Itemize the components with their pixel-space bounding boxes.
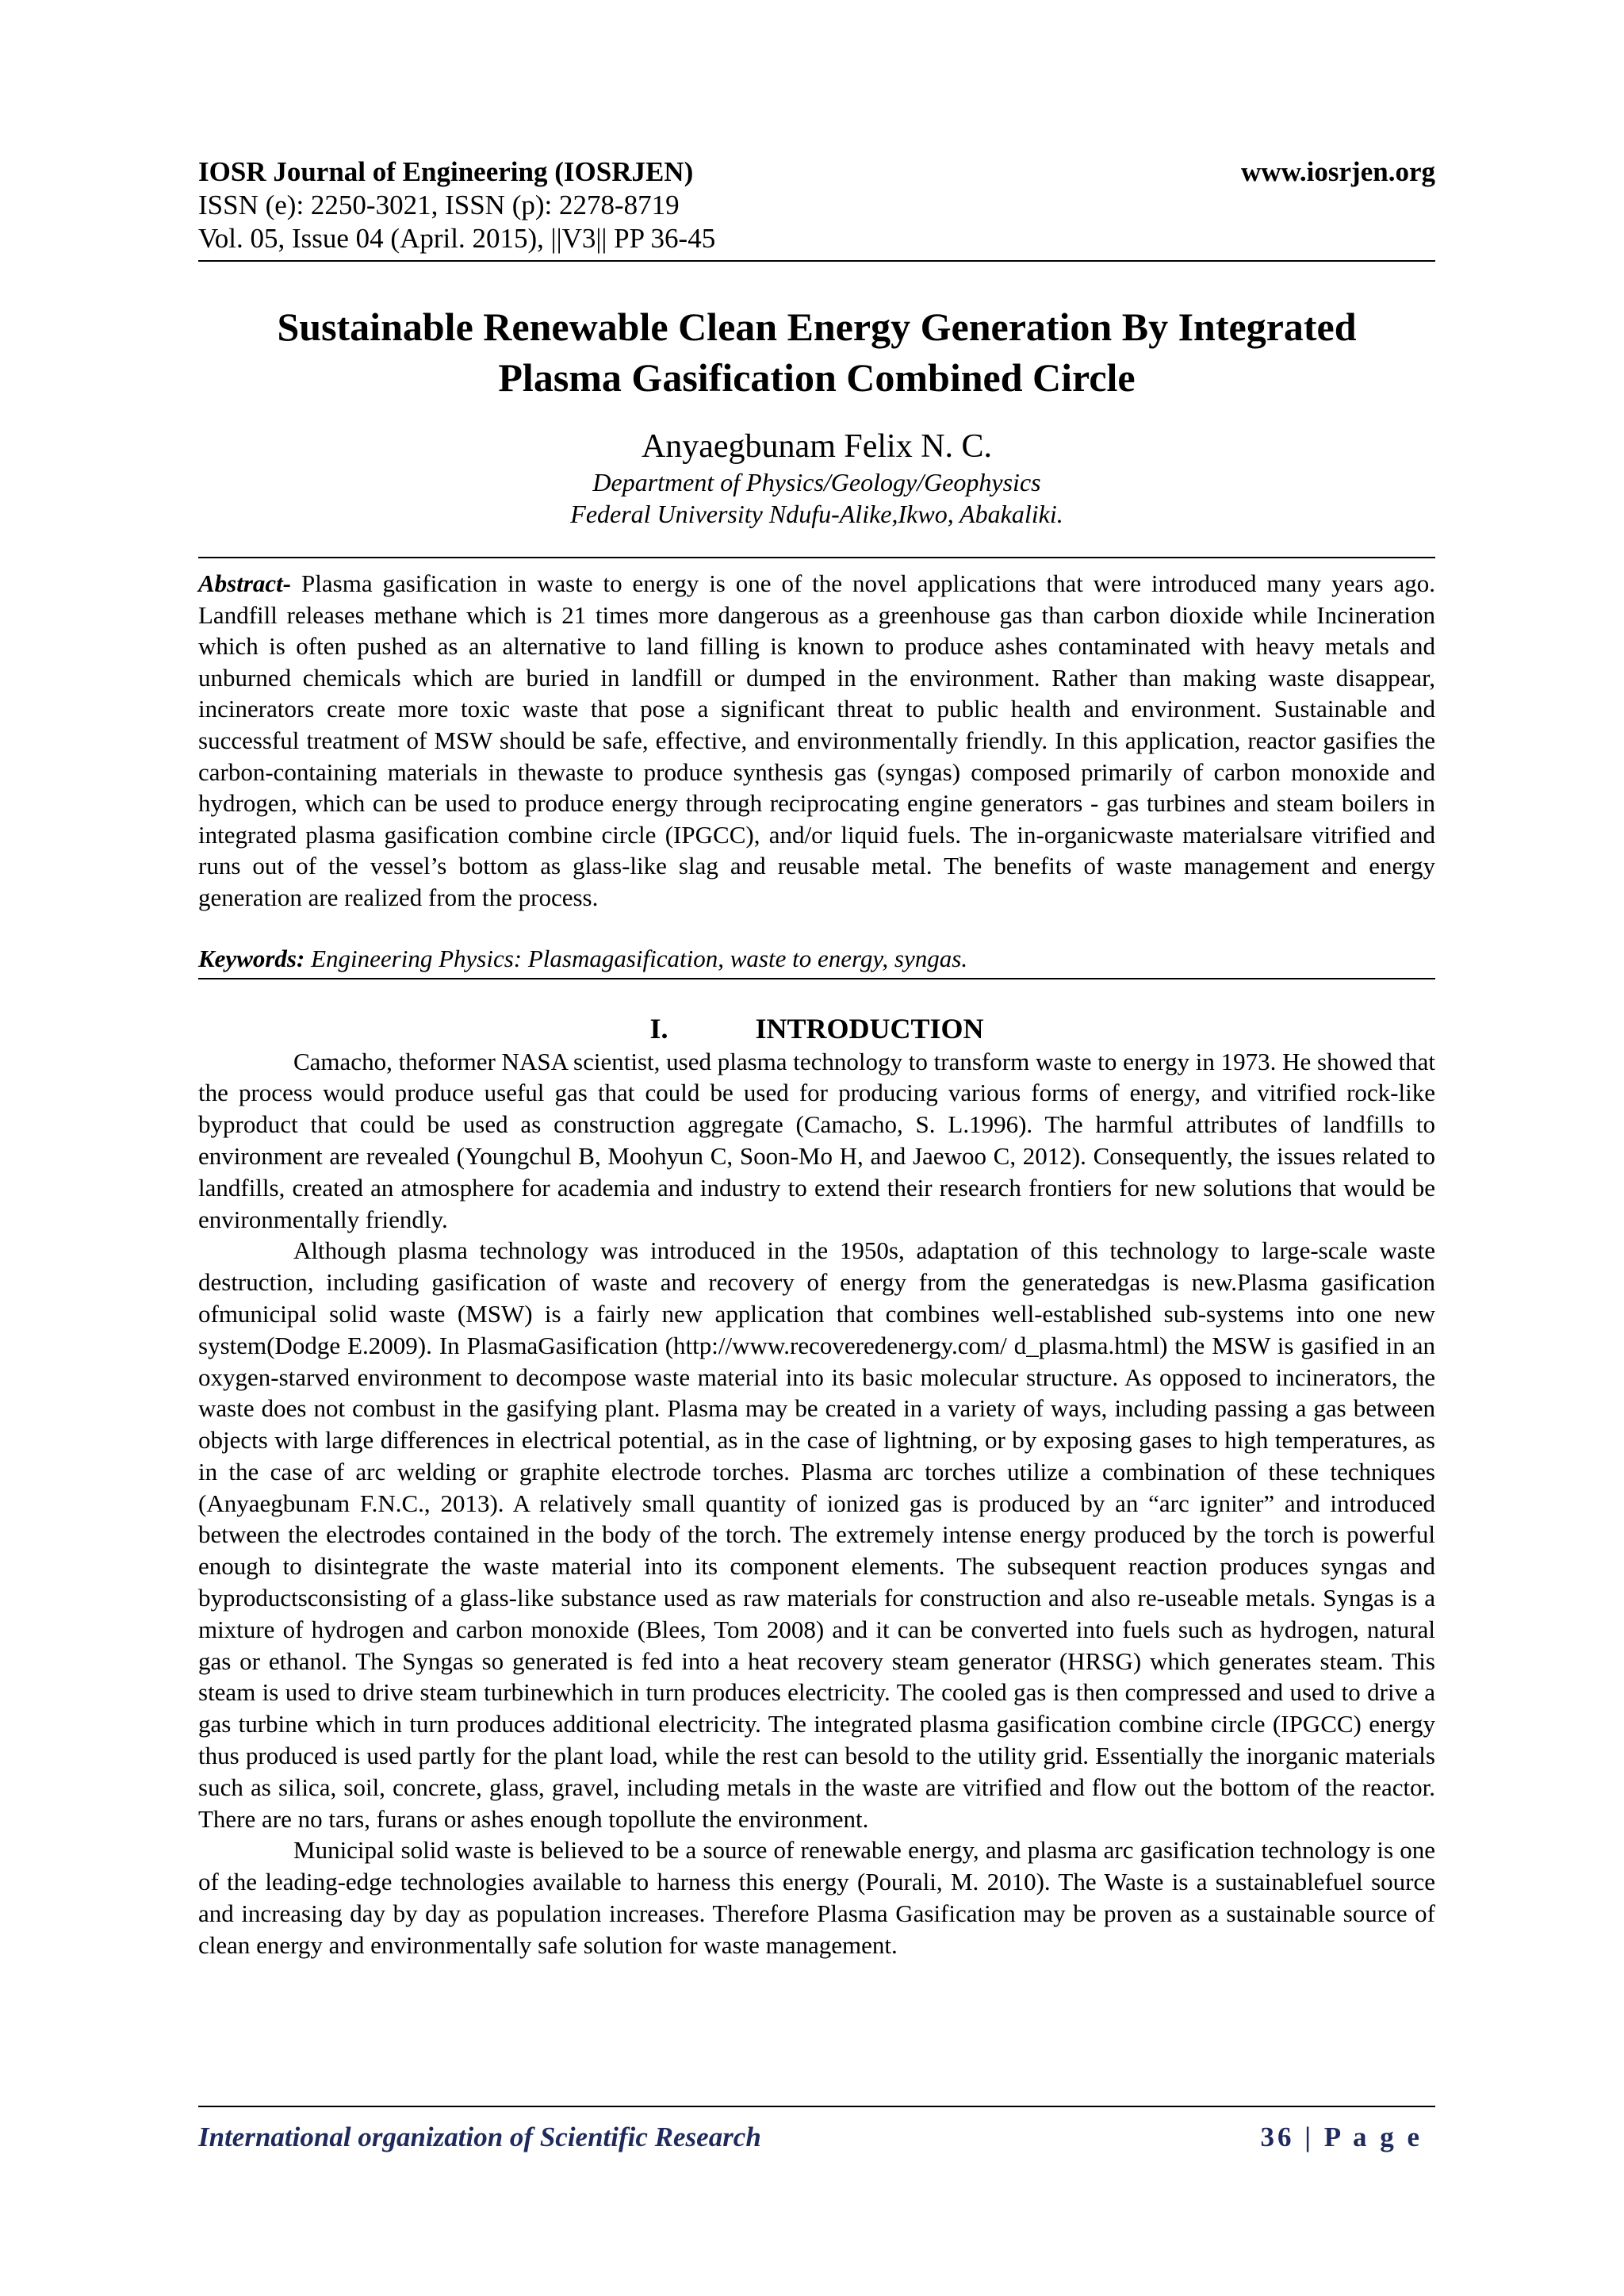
journal-header: [198, 155, 1435, 255]
keywords-divider: [198, 978, 1435, 979]
journal-website[interactable]: www.iosrjen.org: [1241, 156, 1435, 187]
journal-name: IOSR Journal of Engineering (IOSRJEN): [198, 156, 694, 187]
footer-organization: International organization of Scientific Research: [198, 2122, 761, 2152]
section-title: INTRODUCTION: [755, 1012, 984, 1045]
abstract-text: Plasma gasification in waste to energy is one of the novel applications that were introduced many years ago. Landfill releases methane which is 21 times more dangerous as a greenhouse gas than carbon dioxide while Incineration which is often pushed as an alternative to land filling is known to produce ashes contaminated with heavy metals and unburned chemicals which are buried in landfill or dumped in the environment. Rather than making waste disappear, incinerators create more toxic waste that pose a significant threat to public health and environment. Sustainable and successful treatment of MSW should be safe, effective, and environmentally friendly. In this application, reactor gasifies the carbon-containing materials in thewaste to produce synthesis gas (syngas) composed primarily of carbon monoxide and hydrogen, which can be used to produce energy through reciprocating engine generators - gas turbines and steam boilers in integrated plasma gasification combine circle (IPGCC), and/or liquid fuels. The in-organicwaste materialsare vitrified and runs out of the vessel’s bottom as glass-like slag and reusable metal. The benefits of waste management and energy generation are realized from the process.: [198, 569, 1435, 911]
footer-text: [198, 2120, 1435, 2155]
paragraph: Although plasma technology was introduced in the 1950s, adaptation of this technology to large-scale waste destruction, including gasification of waste and recovery of energy from the generatedgas is new.Plasma gasification ofmunicipal solid waste (MSW) is a fairly new application that combines well-established sub-systems into one new system(Dodge E.2009). In PlasmaGasification (http://www.recoveredenergy.com/ d_plasma.html) the MSW is gasified in an oxygen-starved environment to decompose waste material into its basic molecular structure. As opposed to incinerators, the waste does not combust in the gasifying plant. Plasma may be created in a variety of ways, including passing a gas between objects with large differences in electrical potential, as in the case of lightning, or by exposing gases to high temperatures, as in the case of arc welding or graphite electrode torches. Plasma arc torches utilize a combination of these techniques (Anyaegbunam F.N.C., 2013). A relatively small quantity of ionized gas is produced by an “arc igniter” and introduced between the electrodes contained in the body of the torch. The extremely intense energy produced by the torch is powerful enough to disintegrate the waste material into its component elements. The subsequent reaction produces syngas and byproductsconsisting of a glass-like substance used as raw materials for construction and also re-useable metals. Syngas is a mixture of hydrogen and carbon monoxide (Blees, Tom 2008) and it can be converted into fuels such as hydrogen, natural gas or ethanol. The Syngas so generated is fed into a heat recovery steam generator (HRSG) which generates steam. This steam is used to drive steam turbinewhich in turn produces electricity. The cooled gas is then compressed and used to drive a gas turbine which in turn produces additional electricity. The integrated plasma gasification combine circle (IPGCC) energy thus produced is used partly for the plant load, while the rest can besold to the utility grid. Essentially the inorganic materials such as silica, soil, concrete, glass, gravel, including metals in the waste are vitrified and flow out the bottom of the reactor. There are no tars, furans or ashes enough topollute the environment.: [198, 1236, 1435, 1833]
page: [198, 155, 1435, 1961]
author-department: Department of Physics/Geology/Geophysics: [592, 468, 1041, 496]
keywords-label: Keywords:: [198, 944, 305, 972]
volume-line: Vol. 05, Issue 04 (April. 2015), ||V3|| PP 36-45: [198, 223, 716, 254]
section-heading: [198, 1011, 1435, 1046]
section-number: I.: [649, 1012, 668, 1045]
abstract: [198, 568, 1435, 914]
paragraph: Municipal solid waste is believed to be a source of renewable energy, and plasma arc gasification technology is one of the leading-edge technologies available to harness this energy (Pourali, M. 2010). The Waste is a sustainablefuel source and increasing day by day as population increases. Therefore Plasma Gasification may be proven as a sustainable source of clean energy and environmentally safe solution for waste management.: [198, 1836, 1435, 1959]
keywords: [198, 943, 1435, 975]
issn-line: ISSN (e): 2250-3021, ISSN (p): 2278-8719: [198, 190, 680, 220]
page-footer: [198, 2106, 1435, 2155]
keywords-text: Engineering Physics: Plasmagasification, waste to energy, syngas.: [304, 944, 968, 972]
footer-divider: [198, 2106, 1435, 2107]
abstract-label: Abstract-: [198, 569, 292, 597]
paragraph: Camacho, theformer NASA scientist, used plasma technology to transform waste to energy in 1973. He showed that the process would produce useful gas that could be used for producing various forms of energy, and vitrified rock-like byproduct that could be used as construction aggregate (Camacho, S. L.1996). The harmful attributes of landfills to environment are revealed (Youngchul B, Moohyun C, Soon-Mo H, and Jaewoo C, 2012). Consequently, the issues related to landfills, created an atmosphere for academia and industry to extend their research frontiers for new solutions that would be environmentally friendly.: [198, 1047, 1435, 1233]
abstract-top-divider: [198, 557, 1435, 558]
introduction-body: [198, 1046, 1435, 1961]
author-name: Anyaegbunam Felix N. C.: [641, 428, 993, 465]
header-divider: [198, 260, 1435, 262]
page-number: 36 | P a g e: [1260, 2122, 1423, 2152]
author-university: Federal University Ndufu-Alike,Ikwo, Abakaliki.: [570, 500, 1063, 528]
paper-title: Sustainable Renewable Clean Energy Generation By Integrated Plasma Gasification Combined Circle: [277, 305, 1357, 400]
